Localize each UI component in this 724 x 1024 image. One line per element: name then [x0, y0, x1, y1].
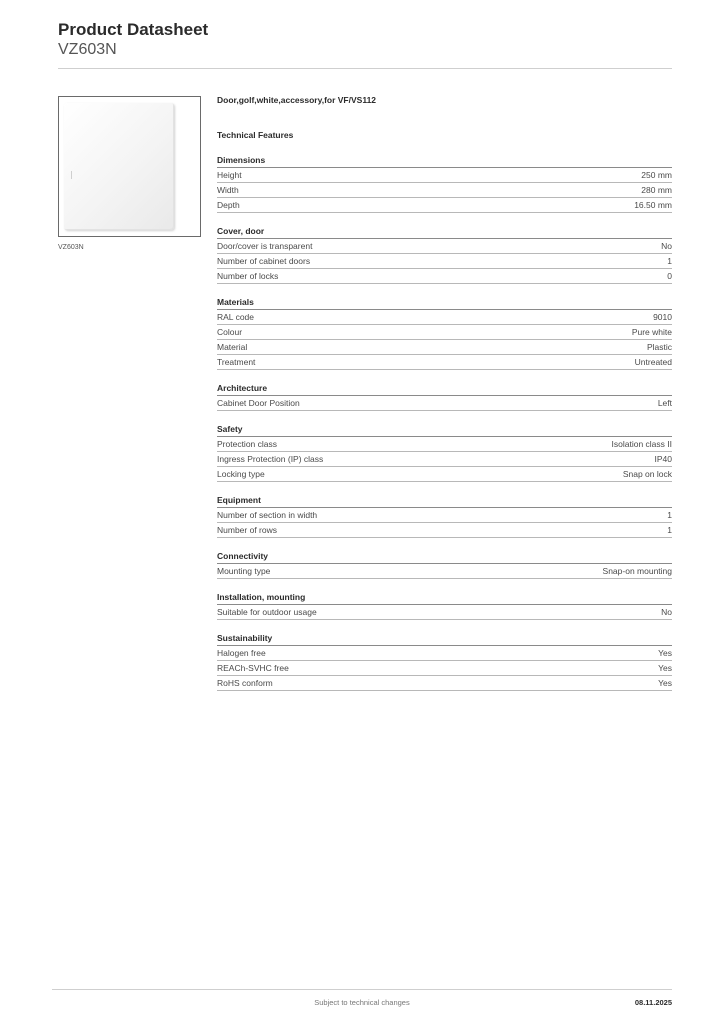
- footer-divider: [52, 989, 672, 990]
- door-panel-illustration: [64, 103, 174, 230]
- feature-value: Snap-on mounting: [602, 566, 672, 576]
- feature-row: [217, 676, 672, 691]
- feature-value: No: [661, 607, 672, 617]
- feature-row: [217, 254, 672, 269]
- feature-row: [217, 437, 672, 452]
- header-divider: [58, 68, 672, 69]
- feature-row: [217, 340, 672, 355]
- door-handle-mark: [71, 171, 72, 179]
- feature-value: 1: [667, 525, 672, 535]
- footer-note: Subject to technical changes: [314, 998, 410, 1007]
- feature-section: [217, 382, 672, 411]
- feature-value: 0: [667, 271, 672, 281]
- feature-label: Number of locks: [217, 271, 279, 281]
- feature-row: [217, 168, 672, 183]
- feature-label: Treatment: [217, 357, 256, 367]
- feature-label: Protection class: [217, 439, 277, 449]
- feature-label: Colour: [217, 327, 243, 337]
- section-title: Equipment: [217, 494, 672, 508]
- datasheet-header: [58, 20, 208, 59]
- feature-value: 16.50 mm: [634, 200, 672, 210]
- feature-label: Cabinet Door Position: [217, 398, 300, 408]
- feature-value: Left: [657, 398, 672, 408]
- feature-label: Height: [217, 170, 242, 180]
- feature-value: Yes: [658, 663, 672, 673]
- feature-value: Yes: [658, 648, 672, 658]
- feature-section: [217, 154, 672, 213]
- feature-label: Number of cabinet doors: [217, 256, 311, 266]
- feature-label: Depth: [217, 200, 240, 210]
- product-description: Door,golf,white,accessory,for VF/VS112: [217, 95, 377, 105]
- section-title: Sustainability: [217, 632, 672, 646]
- product-image: [58, 96, 201, 237]
- feature-value: Untreated: [634, 357, 672, 367]
- feature-sections: [217, 154, 672, 691]
- feature-label: Ingress Protection (IP) class: [217, 454, 324, 464]
- feature-value: 280 mm: [641, 185, 672, 195]
- feature-label: REACh-SVHC free: [217, 663, 289, 673]
- footer-date: 08.11.2025: [634, 998, 672, 1007]
- section-title: Dimensions: [217, 154, 672, 168]
- feature-value: Pure white: [631, 327, 672, 337]
- feature-row: [217, 269, 672, 284]
- feature-row: [217, 646, 672, 661]
- feature-section: [217, 296, 672, 370]
- feature-value: No: [661, 241, 672, 251]
- product-code: VZ603N: [58, 41, 117, 58]
- page-title: Product Datasheet: [58, 20, 209, 39]
- feature-value: Isolation class II: [611, 439, 672, 449]
- section-title: Installation, mounting: [217, 591, 672, 605]
- feature-label: Suitable for outdoor usage: [217, 607, 317, 617]
- feature-row: [217, 564, 672, 579]
- feature-label: Halogen free: [217, 648, 266, 658]
- feature-value: IP40: [654, 454, 672, 464]
- feature-row: [217, 508, 672, 523]
- feature-value: Yes: [658, 678, 672, 688]
- section-title: Safety: [217, 423, 672, 437]
- feature-value: 1: [667, 510, 672, 520]
- section-title: Cover, door: [217, 225, 672, 239]
- technical-features-heading: Technical Features: [217, 130, 294, 140]
- section-title: Architecture: [217, 382, 672, 396]
- section-title: Materials: [217, 296, 672, 310]
- feature-section: [217, 225, 672, 284]
- feature-value: 9010: [653, 312, 672, 322]
- feature-row: [217, 239, 672, 254]
- section-title: Connectivity: [217, 550, 672, 564]
- feature-row: [217, 661, 672, 676]
- feature-row: [217, 183, 672, 198]
- feature-label: Mounting type: [217, 566, 271, 576]
- feature-value: 250 mm: [641, 170, 672, 180]
- feature-row: [217, 523, 672, 538]
- feature-label: Door/cover is transparent: [217, 241, 313, 251]
- feature-row: [217, 198, 672, 213]
- feature-section: [217, 591, 672, 620]
- feature-label: Number of rows: [217, 525, 277, 535]
- feature-row: [217, 325, 672, 340]
- feature-row: [217, 310, 672, 325]
- feature-label: Material: [217, 342, 248, 352]
- feature-section: [217, 550, 672, 579]
- datasheet-content: [217, 95, 672, 691]
- feature-section: [217, 494, 672, 538]
- product-image-caption: VZ603N: [58, 244, 84, 251]
- feature-row: [217, 452, 672, 467]
- feature-label: Locking type: [217, 469, 265, 479]
- feature-value: 1: [667, 256, 672, 266]
- feature-value: Plastic: [646, 342, 672, 352]
- feature-label: Width: [217, 185, 239, 195]
- feature-row: [217, 355, 672, 370]
- feature-section: [217, 423, 672, 482]
- feature-label: RAL code: [217, 312, 255, 322]
- feature-label: RoHS conform: [217, 678, 273, 688]
- feature-row: [217, 605, 672, 620]
- feature-label: Number of section in width: [217, 510, 318, 520]
- feature-section: [217, 632, 672, 691]
- feature-row: [217, 396, 672, 411]
- feature-row: [217, 467, 672, 482]
- feature-value: Snap on lock: [622, 469, 672, 479]
